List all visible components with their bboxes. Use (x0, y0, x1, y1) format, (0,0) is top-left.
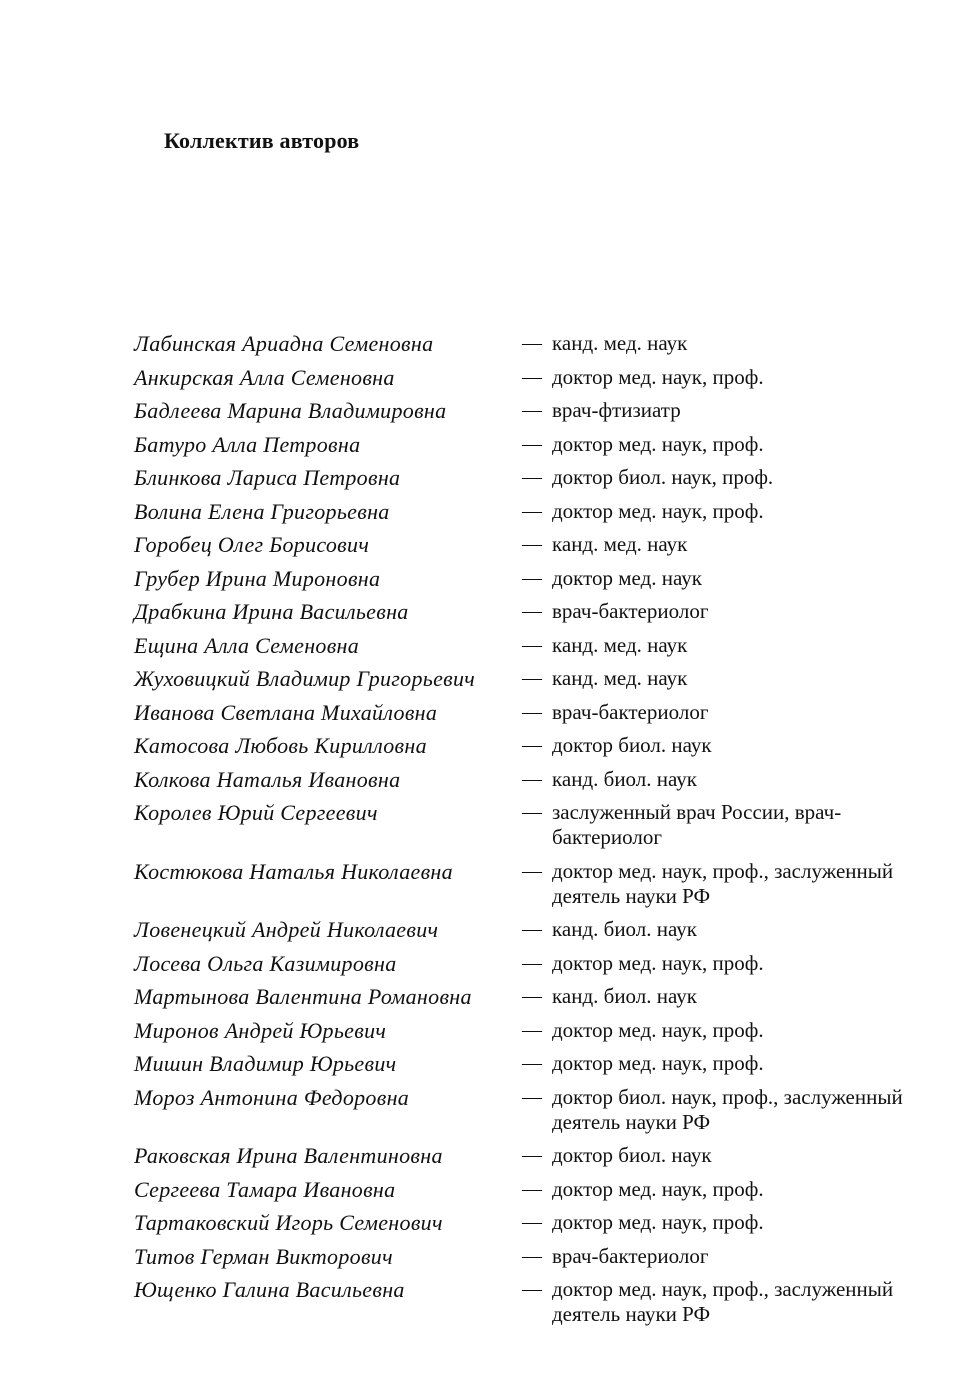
author-name: Сергеева Тамара Ивановна (134, 1176, 396, 1202)
author-role: доктор мед. наук, проф. (552, 431, 764, 456)
author-dash: — (522, 566, 542, 589)
author-row (134, 1081, 934, 1140)
author-role: канд. мед. наук (552, 632, 688, 657)
author-row (134, 947, 934, 981)
author-row (134, 528, 934, 562)
author-name: Ловенецкий Андрей Николаевич (134, 917, 439, 942)
author-dash: — (522, 1177, 542, 1200)
author-name: Ющенко Галина Васильевна (134, 1277, 405, 1302)
author-role: канд. биол. наук (552, 917, 697, 941)
author-role: доктор мед. наук, проф., заслуженный деятель науки РФ (552, 1277, 894, 1326)
author-row (134, 361, 934, 395)
author-role: доктор мед. наук, проф. (552, 498, 764, 523)
author-dash: — (522, 801, 542, 823)
author-role: канд. мед. наук (552, 331, 688, 355)
author-dash: — (522, 633, 542, 656)
author-dash: — (522, 1144, 542, 1166)
author-dash: — (522, 499, 542, 522)
author-name: Иванова Светлана Михайловна (134, 699, 438, 725)
author-role: доктор мед. наук, проф. (552, 1210, 764, 1234)
page-title: Коллектив авторов (164, 128, 360, 153)
author-name: Батуро Алла Петровна (134, 431, 361, 457)
author-name: Горобец Олег Борисович (134, 532, 370, 557)
author-row (134, 1173, 934, 1207)
author-name: Миронов Андрей Юрьевич (134, 1017, 387, 1043)
author-row (134, 629, 934, 663)
author-role: врач-бактериолог (552, 1243, 709, 1268)
author-name: Ещина Алла Семеновна (134, 632, 360, 658)
author-dash: — (522, 332, 542, 354)
author-name: Анкирская Алла Семеновна (134, 364, 395, 390)
author-role: доктор мед. наук, проф. (552, 364, 764, 389)
author-role: доктор биол. наук, проф. (552, 465, 774, 489)
author-dash: — (522, 985, 542, 1007)
author-role: доктор мед. наук, проф. (552, 950, 764, 975)
author-role: канд. биол. наук (552, 766, 697, 791)
author-name: Грубер Ирина Мироновна (134, 565, 381, 591)
author-role: доктор биол. наук (552, 733, 712, 757)
author-dash: — (522, 734, 542, 756)
author-name: Раковская Ирина Валентиновна (134, 1143, 443, 1168)
author-row (134, 595, 934, 629)
author-role: заслуженный врач России, врач-бактериолог (552, 800, 842, 849)
author-row (134, 1206, 934, 1240)
author-row (134, 662, 934, 696)
author-dash: — (522, 1052, 542, 1074)
author-name: Драбкина Ирина Васильевна (134, 599, 409, 624)
author-row (134, 1240, 934, 1274)
author-name: Лабинская Ариадна Семеновна (134, 331, 434, 356)
author-name: Колкова Наталья Ивановна (134, 766, 401, 792)
author-role: врач-бактериолог (552, 599, 709, 623)
author-dash: — (522, 700, 542, 723)
author-row (134, 394, 934, 428)
author-row (134, 729, 934, 763)
author-name: Титов Герман Викторович (134, 1243, 393, 1269)
author-dash: — (522, 859, 542, 882)
author-dash: — (522, 1278, 542, 1300)
author-row (134, 763, 934, 797)
author-name: Мишин Владимир Юрьевич (134, 1051, 397, 1076)
author-row (134, 913, 934, 947)
author-name: Лосева Ольга Казимировна (134, 950, 397, 976)
author-role: доктор мед. наук (552, 565, 702, 590)
author-dash: — (522, 1085, 542, 1108)
author-dash: — (522, 432, 542, 455)
author-name: Блинкова Лариса Петровна (134, 465, 401, 490)
author-row (134, 855, 934, 914)
author-dash: — (522, 1018, 542, 1041)
author-row (134, 1273, 934, 1332)
author-dash: — (522, 600, 542, 622)
author-row (134, 428, 934, 462)
author-role: доктор мед. наук, проф. (552, 1176, 764, 1201)
author-name: Костюкова Наталья Николаевна (134, 858, 453, 884)
author-row (134, 696, 934, 730)
author-row (134, 980, 934, 1014)
authors-list (134, 327, 934, 1332)
author-dash: — (522, 1211, 542, 1233)
author-name: Мороз Антонина Федоровна (134, 1084, 410, 1110)
author-dash: — (522, 1244, 542, 1267)
author-dash: — (522, 365, 542, 388)
author-row (134, 327, 934, 361)
author-row (134, 1047, 934, 1081)
author-dash: — (522, 667, 542, 689)
author-name: Тартаковский Игорь Семенович (134, 1210, 443, 1235)
author-dash: — (522, 951, 542, 974)
author-dash: — (522, 918, 542, 940)
author-role: доктор биол. наук, проф., заслуженный деятель науки РФ (552, 1084, 903, 1134)
author-row (134, 1139, 934, 1173)
author-name: Бадлеева Марина Владимировна (134, 398, 447, 423)
author-role: врач-бактериолог (552, 699, 709, 724)
author-role: канд. биол. наук (552, 984, 697, 1008)
author-role: канд. мед. наук (552, 666, 688, 690)
author-role: доктор мед. наук, проф. (552, 1051, 764, 1075)
author-role: доктор мед. наук, проф. (552, 1017, 764, 1042)
author-row (134, 495, 934, 529)
author-row (134, 796, 934, 855)
author-name: Королев Юрий Сергеевич (134, 800, 378, 825)
author-row (134, 562, 934, 596)
author-dash: — (522, 399, 542, 421)
author-row (134, 1014, 934, 1048)
author-role: доктор биол. наук (552, 1143, 712, 1167)
author-role: врач-фтизиатр (552, 398, 681, 422)
author-name: Жуховицкий Владимир Григорьевич (134, 666, 476, 691)
author-dash: — (522, 533, 542, 555)
author-dash: — (522, 466, 542, 488)
author-name: Волина Елена Григорьевна (134, 498, 390, 524)
author-row (134, 461, 934, 495)
author-name: Мартынова Валентина Романовна (134, 984, 472, 1009)
author-name: Катосова Любовь Кирилловна (134, 733, 427, 758)
author-dash: — (522, 767, 542, 790)
author-role: доктор мед. наук, проф., заслуженный деятель науки РФ (552, 858, 894, 908)
author-role: канд. мед. наук (552, 532, 688, 556)
